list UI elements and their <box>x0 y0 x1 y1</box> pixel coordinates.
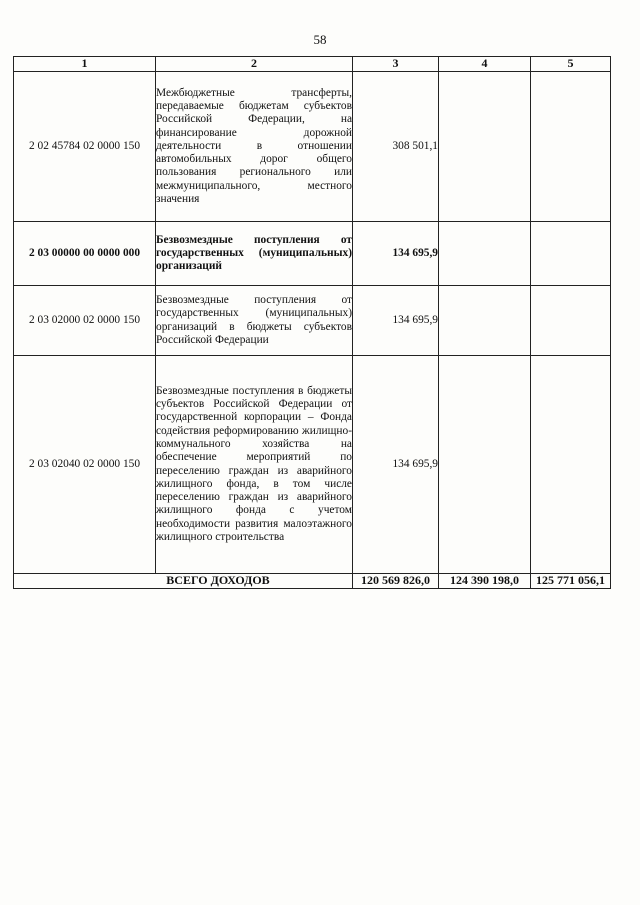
header-cell-2: 2 <box>156 57 353 72</box>
row-value-col3: 134 695,9 <box>353 286 439 356</box>
header-cell-1: 1 <box>14 57 156 72</box>
row-code: 2 03 02000 02 0000 150 <box>14 286 156 356</box>
row-name: Безвозмездные поступления в бюджеты субъектов Российской Федерации от государственной корпорации – Фонда содействия реформированию жилищно-коммунального хозяйства на обеспечение мероприятий по переселению граждан из аварийного жилищного фонда, в том числе переселению граждан из аварийного жилищного фонда с учетом необходимости развития малоэтажного жилищного строительства <box>156 356 353 574</box>
table-row <box>14 286 611 356</box>
total-value-col4: 124 390 198,0 <box>439 574 531 589</box>
table-row <box>14 356 611 574</box>
row-name: Межбюджетные трансферты, передаваемые бюджетам субъектов Российской Федерации, на финансирование дорожной деятельности в отношении автомобильных дорог общего пользования регионального или межмуниципального, местного значения <box>156 72 353 222</box>
row-value-col4 <box>439 72 531 222</box>
total-value-col3: 120 569 826,0 <box>353 574 439 589</box>
row-name: Безвозмездные поступления от государственных (муниципальных) организаций в бюджеты субъектов Российской Федерации <box>156 286 353 356</box>
row-value-col3: 308 501,1 <box>353 72 439 222</box>
total-value-col5: 125 771 056,1 <box>531 574 611 589</box>
total-row <box>14 574 611 589</box>
header-cell-3: 3 <box>353 57 439 72</box>
row-name: Безвозмездные поступления от государственных (муниципальных) организаций <box>156 222 353 286</box>
header-cell-4: 4 <box>439 57 531 72</box>
row-code: 2 02 45784 02 0000 150 <box>14 72 156 222</box>
row-value-col4 <box>439 286 531 356</box>
row-value-col5 <box>531 356 611 574</box>
row-code: 2 03 00000 00 0000 000 <box>14 222 156 286</box>
row-value-col5 <box>531 72 611 222</box>
page-number: 58 <box>313 32 327 47</box>
row-value-col5 <box>531 222 611 286</box>
table-row <box>14 222 611 286</box>
row-value-col3: 134 695,9 <box>353 222 439 286</box>
row-value-col4 <box>439 356 531 574</box>
row-value-col3: 134 695,9 <box>353 356 439 574</box>
table-row <box>14 72 611 222</box>
header-row <box>14 57 611 72</box>
row-code: 2 03 02040 02 0000 150 <box>14 356 156 574</box>
row-value-col5 <box>531 286 611 356</box>
header-cell-5: 5 <box>531 57 611 72</box>
revenue-table <box>13 56 611 589</box>
row-value-col4 <box>439 222 531 286</box>
total-label: ВСЕГО ДОХОДОВ <box>14 574 353 589</box>
